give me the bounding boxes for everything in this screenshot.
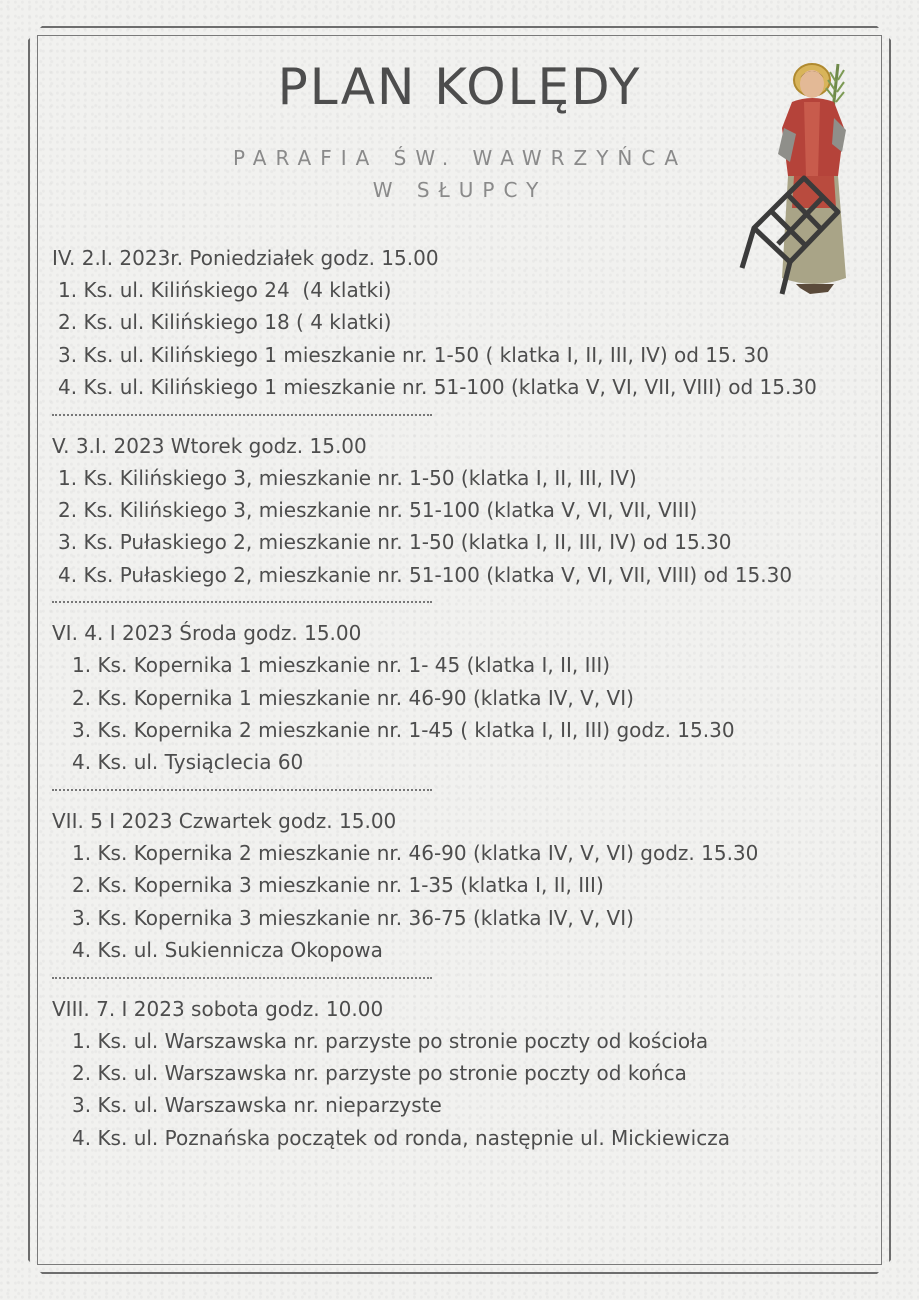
subtitle-line-1: PARAFIA ŚW. WAWRZYŃCA — [232, 146, 688, 170]
list-item: 1. Ks. Kopernika 2 mieszkanie nr. 46-90 (klatka IV, V, VI) godz. 15.30 — [72, 840, 759, 865]
list-item: 4. Ks. ul. Poznańska początek od ronda, następnie ul. Mickiewicza — [72, 1125, 730, 1150]
section-heading: VIII. 7. I 2023 sobota godz. 10.00 — [52, 996, 384, 1021]
schedule-section — [52, 242, 882, 404]
list-item: 3. Ks. Kopernika 3 mieszkanie nr. 36-75 (klatka IV, V, VI) — [72, 905, 634, 930]
schedule-section — [52, 430, 882, 592]
list-item: 3. Ks. ul. Kilińskiego 1 mieszkanie nr. 1-50 ( klatka I, II, III, IV) od 15. 30 — [58, 342, 769, 367]
list-item: 2. Ks. Kopernika 3 mieszkanie nr. 1-35 (klatka I, II, III) — [72, 873, 604, 898]
list-item: 2. Ks. ul. Kilińskiego 18 ( 4 klatki) — [58, 310, 392, 335]
list-item: 4. Ks. Pułaskiego 2, mieszkanie nr. 51-100 (klatka V, VI, VII, VIII) od 15.30 — [58, 562, 793, 587]
section-heading: VII. 5 I 2023 Czwartek godz. 15.00 — [52, 808, 397, 833]
section-heading: V. 3.I. 2023 Wtorek godz. 15.00 — [52, 433, 367, 458]
dotted-separator — [52, 977, 432, 979]
schedule-section — [52, 805, 882, 967]
schedule — [52, 242, 882, 1154]
list-item: 1. Ks. ul. Kilińskiego 24 (4 klatki) — [58, 278, 392, 302]
schedule-section — [52, 993, 882, 1155]
list-item: 3. Ks. Pułaskiego 2, mieszkanie nr. 1-50 (klatka I, II, III, IV) od 15.30 — [58, 530, 732, 555]
list-item: 2. Ks. Kilińskiego 3, mieszkanie nr. 51-100 (klatka V, VI, VII, VIII) — [58, 498, 698, 523]
dotted-separator — [52, 414, 432, 416]
list-item: 4. Ks. ul. Sukiennicza Okopowa — [72, 938, 383, 963]
list-item: 3. Ks. Kopernika 2 mieszkanie nr. 1-45 ( klatka I, II, III) godz. 15.30 — [72, 718, 735, 743]
list-item: 2. Ks. ul. Warszawska nr. parzyste po stronie poczty od końca — [72, 1060, 687, 1085]
list-item: 3. Ks. ul. Warszawska nr. nieparzyste — [72, 1093, 442, 1118]
list-item: 1. Ks. Kopernika 1 mieszkanie nr. 1- 45 (klatka I, II, III) — [72, 653, 611, 678]
list-item: 4. Ks. ul. Tysiąclecia 60 — [72, 750, 304, 775]
list-item: 2. Ks. Kopernika 1 mieszkanie nr. 46-90 (klatka IV, V, VI) — [72, 685, 634, 710]
list-item: 1. Ks. Kilińskiego 3, mieszkanie nr. 1-50 (klatka I, II, III, IV) — [58, 465, 637, 490]
list-item: 4. Ks. ul. Kilińskiego 1 mieszkanie nr. 51-100 (klatka V, VI, VII, VIII) od 15.30 — [58, 375, 817, 400]
section-heading: VI. 4. I 2023 Środa godz. 15.00 — [52, 621, 362, 646]
list-item: 1. Ks. ul. Warszawska nr. parzyste po stronie poczty od kościoła — [72, 1028, 709, 1053]
schedule-section — [52, 617, 882, 779]
dotted-separator — [52, 789, 432, 791]
page-title: PLAN KOLĘDY — [277, 58, 642, 116]
section-heading: IV. 2.I. 2023r. Poniedziałek godz. 15.00 — [52, 246, 439, 270]
dotted-separator — [52, 601, 432, 603]
subtitle — [140, 142, 780, 206]
subtitle-line-2: W SŁUPCY — [372, 178, 548, 202]
